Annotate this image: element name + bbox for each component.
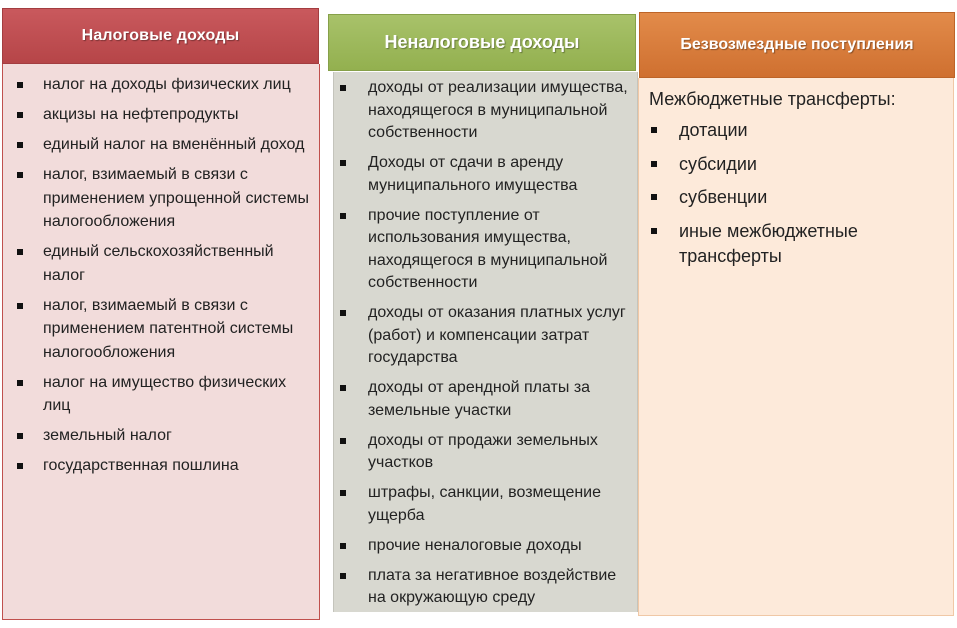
non-tax-revenue-header — [328, 14, 636, 71]
square-bullet-icon — [651, 228, 657, 234]
square-bullet-icon — [340, 160, 346, 166]
square-bullet-icon — [340, 385, 346, 391]
list-item: дотации — [649, 118, 945, 143]
square-bullet-icon — [17, 303, 23, 309]
square-bullet-icon — [340, 490, 346, 496]
gratuitous-receipts-list-panel — [638, 78, 954, 616]
list-item: налог, взимаемый в связи с применением упрощенной системы налогообложения — [17, 163, 311, 234]
tax-revenue-header — [2, 8, 319, 64]
list-item: прочие поступление от использования имущества, находящегося в муниципальной собственности — [340, 205, 631, 295]
list-item: единый налог на вменённый доход — [17, 133, 311, 157]
list-item: доходы от арендной платы за земельные участки — [340, 377, 631, 422]
square-bullet-icon — [340, 438, 346, 444]
square-bullet-icon — [17, 433, 23, 439]
list-item: плата за негативное воздействие на окружающую среду — [340, 565, 631, 610]
square-bullet-icon — [17, 172, 23, 178]
square-bullet-icon — [340, 85, 346, 91]
square-bullet-icon — [340, 310, 346, 316]
square-bullet-icon — [651, 127, 657, 133]
list-item: налог на доходы физических лиц — [17, 73, 311, 97]
gratuitous-receipts-header — [639, 12, 955, 78]
square-bullet-icon — [17, 112, 23, 118]
square-bullet-icon — [17, 142, 23, 148]
square-bullet-icon — [340, 543, 346, 549]
square-bullet-icon — [17, 380, 23, 386]
list-item: акцизы на нефтепродукты — [17, 103, 311, 127]
interbudget-transfers-label: Межбюджетные трансферты: — [649, 89, 896, 109]
list-item: доходы от реализации имущества, находящегося в муниципальной собственности — [340, 77, 631, 145]
square-bullet-icon — [17, 249, 23, 255]
list-item: налог, взимаемый в связи с применением патентной системы налогообложения — [17, 294, 311, 365]
non-tax-revenue-list-panel — [333, 72, 638, 612]
square-bullet-icon — [17, 82, 23, 88]
list-item: штрафы, санкции, возмещение ущерба — [340, 482, 631, 527]
non-tax-revenue-title: Неналоговые доходы — [384, 32, 580, 52]
list-item: земельный налог — [17, 424, 311, 448]
list-item: субсидии — [649, 152, 945, 177]
gratuitous-receipts-title: Безвозмездные поступления — [680, 36, 914, 53]
list-item: единый сельскохозяйственный налог — [17, 240, 311, 287]
list-item: иные межбюджетные трансферты — [649, 219, 945, 269]
list-item: доходы от оказания платных услуг (работ) и компенсации затрат государства — [340, 302, 631, 370]
list-item: налог на имущество физических лиц — [17, 371, 311, 418]
tax-revenue-list-panel — [2, 64, 320, 620]
list-item: субвенции — [649, 185, 945, 210]
tax-revenue-title: Налоговые доходы — [81, 27, 240, 44]
square-bullet-icon — [651, 194, 657, 200]
list-item: Доходы от сдачи в аренду муниципального имущества — [340, 152, 631, 197]
list-item: прочие неналоговые доходы — [340, 535, 631, 558]
list-item: государственная пошлина — [17, 454, 311, 478]
square-bullet-icon — [340, 213, 346, 219]
list-item: доходы от продажи земельных участков — [340, 430, 631, 475]
square-bullet-icon — [651, 161, 657, 167]
square-bullet-icon — [17, 463, 23, 469]
square-bullet-icon — [340, 573, 346, 579]
